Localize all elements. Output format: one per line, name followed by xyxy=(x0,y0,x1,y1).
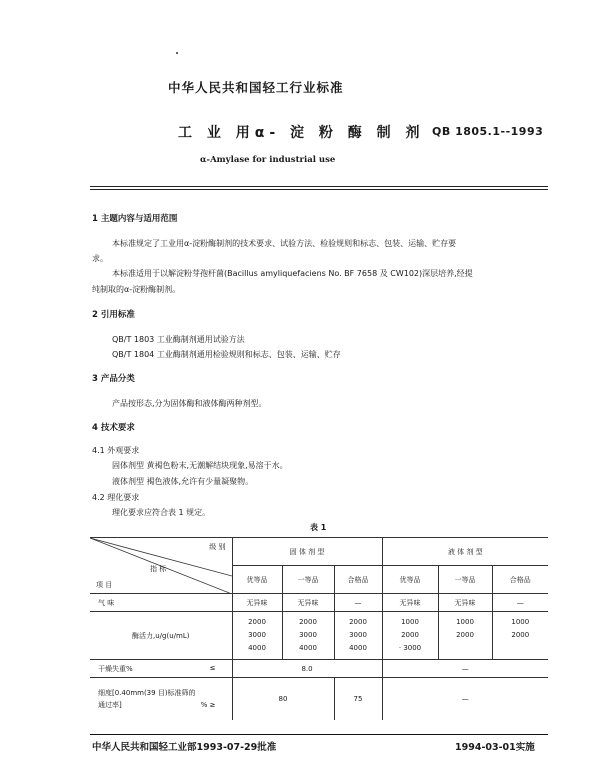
cell-activity: 2000 3000 4000 xyxy=(282,612,334,660)
table-1 xyxy=(90,537,548,720)
grade-header: 合格品 xyxy=(492,566,548,594)
cell-activity: 1000 2000 xyxy=(492,612,548,660)
fineness-label-text: 通过率] xyxy=(98,700,122,709)
diag-label-index: 指 标 xyxy=(150,565,167,573)
implementation-date: 1994-03-01实施 xyxy=(455,742,535,753)
header-rule-top xyxy=(90,186,548,187)
cell-activity: 1000 2000 · 3000 xyxy=(382,612,438,660)
table-diagonal-header-cell xyxy=(90,538,232,594)
diag-label-item: 项 目 xyxy=(96,581,113,589)
fineness-label-line-1: 细度[0.40mm(39 目)标准筛的 xyxy=(98,688,196,697)
cell-fineness-grade-3: 75 xyxy=(334,678,382,720)
cell-activity: 2000 3000 4000 xyxy=(334,612,382,660)
document-title: 工 业 用α- 淀 粉 酶 制 剂 xyxy=(178,125,425,141)
document-title-english: α-Amylase for industrial use xyxy=(200,155,336,165)
cell-activity: 1000 2000 xyxy=(438,612,492,660)
cell-activity: 2000 3000 4000 xyxy=(232,612,282,660)
section-1-paragraph-2-line-1: 本标准适用于以解淀粉芽孢杆菌(Bacillus amyliquefaciens No. BF 7658 及 CW102)深层培养,经提 xyxy=(112,269,473,278)
liquid-form-appearance: 液体剂型 褐色液体,允许有少量凝聚物。 xyxy=(112,477,254,486)
reference-2: QB/T 1804 工业酶制剂通用检验规则和标志、包装、运输、贮存 xyxy=(112,350,341,359)
issuing-organization: 中华人民共和国轻工行业标准 xyxy=(168,80,344,95)
solid-form-appearance: 固体剂型 黄褐色粉末,无潮解结块现象,易溶于水。 xyxy=(112,461,288,470)
section-1-heading: 1 主题内容与适用范围 xyxy=(92,214,178,224)
moisture-operator: ≤ xyxy=(209,663,216,672)
section-1-paragraph-1-line-1: 本标准规定了工业用α-淀粉酶制剂的技术要求、试验方法、检验规则和标志、包装、运输、贮存要 xyxy=(112,239,457,248)
section-2-heading: 2 引用标准 xyxy=(92,310,135,320)
section-4-1-heading: 4.1 外观要求 xyxy=(92,446,140,455)
moisture-label-text: 干燥失重% xyxy=(98,664,133,673)
group-header-solid: 固 体 剂 型 xyxy=(232,538,382,566)
cell-smell: — xyxy=(492,594,548,612)
diag-label-level: 级 别 xyxy=(209,543,226,551)
cell-fineness-liquid: — xyxy=(382,678,548,720)
group-header-liquid: 液 体 剂 型 xyxy=(382,538,548,566)
footer-rule xyxy=(90,734,548,735)
section-4-2-paragraph: 理化要求应符合表 1 规定。 xyxy=(112,508,211,517)
approval-line: 中华人民共和国轻工业部1993-07-29批准 xyxy=(92,742,277,753)
grade-header: 合格品 xyxy=(334,566,382,594)
cell-moisture-solid: 8.0 xyxy=(232,660,382,678)
cell-smell: 无异味 xyxy=(232,594,282,612)
cell-smell: 无异味 xyxy=(438,594,492,612)
scan-speck xyxy=(176,52,178,54)
section-1-paragraph-1-line-2: 求。 xyxy=(92,254,108,263)
cell-smell: 无异味 xyxy=(282,594,334,612)
reference-1: QB/T 1803 工业酶制剂通用试验方法 xyxy=(112,335,245,344)
fineness-label-line-2 xyxy=(98,699,232,711)
grade-header: 一等品 xyxy=(282,566,334,594)
row-label-activity: 酶活力,u/g(u/mL) xyxy=(90,612,232,660)
grade-header: 优等品 xyxy=(232,566,282,594)
cell-smell: 无异味 xyxy=(382,594,438,612)
standard-code: QB 1805.1--1993 xyxy=(432,125,544,138)
row-label-smell: 气 味 xyxy=(90,594,232,612)
row-label-moisture xyxy=(90,660,232,678)
fineness-unit: % ≥ xyxy=(200,700,216,709)
cell-moisture-liquid: — xyxy=(382,660,548,678)
section-4-2-heading: 4.2 理化要求 xyxy=(92,493,140,502)
header-rule-bottom xyxy=(90,189,548,190)
grade-header: 优等品 xyxy=(382,566,438,594)
grade-header: 一等品 xyxy=(438,566,492,594)
section-3-heading: 3 产品分类 xyxy=(92,374,135,384)
row-label-fineness xyxy=(90,678,232,720)
cell-fineness-grade-1-2: 80 xyxy=(232,678,334,720)
section-3-paragraph: 产品按形态,分为固体酶和液体酶两种剂型。 xyxy=(112,399,267,408)
table-caption: 表 1 xyxy=(310,523,327,532)
section-1-paragraph-2-line-2: 纯制取的α-淀粉酶制剂。 xyxy=(92,285,181,294)
section-4-heading: 4 技术要求 xyxy=(92,423,135,433)
cell-smell: — xyxy=(334,594,382,612)
